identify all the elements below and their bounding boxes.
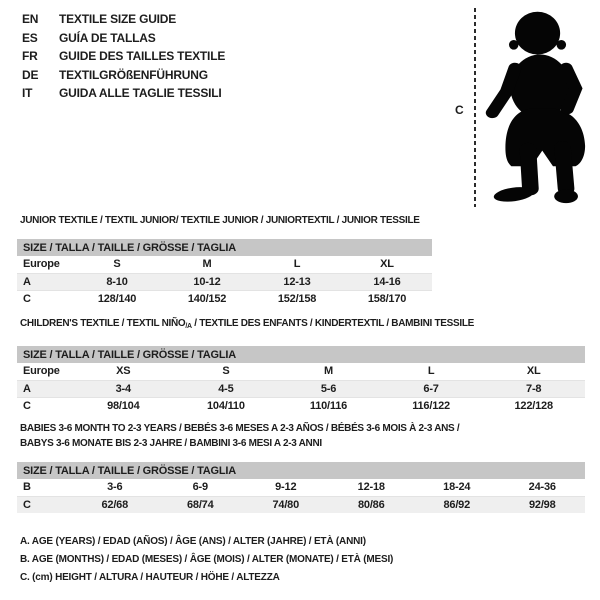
table-row bbox=[17, 363, 585, 380]
size-cell: 12-13 bbox=[283, 275, 311, 288]
row-label: A bbox=[23, 382, 31, 395]
size-header-bar: SIZE / TALLA / TAILLE / GRÖSSE / TAGLIA bbox=[17, 346, 585, 363]
height-measure-line bbox=[474, 8, 476, 207]
row-label: A bbox=[23, 275, 31, 288]
size-cell: 74/80 bbox=[272, 498, 300, 511]
toddler-silhouette-icon bbox=[484, 4, 597, 208]
row-label: C bbox=[23, 399, 31, 412]
junior-table-title: JUNIOR TEXTILE / TEXTIL JUNIOR/ TEXTILE JUNIOR / JUNIORTEXTIL / JUNIOR TESSILE bbox=[20, 215, 420, 226]
size-cell: 116/122 bbox=[412, 399, 450, 412]
size-cell: 12-18 bbox=[357, 481, 385, 494]
size-cell: 110/116 bbox=[309, 399, 348, 412]
language-title: TEXTILE SIZE GUIDE bbox=[59, 12, 177, 26]
size-header-bar: SIZE / TALLA / TAILLE / GRÖSSE / TAGLIA bbox=[17, 462, 585, 479]
table-row bbox=[17, 256, 432, 273]
junior-size-table bbox=[17, 239, 432, 307]
size-cell: 8-10 bbox=[106, 275, 128, 288]
language-code: EN bbox=[22, 12, 39, 26]
size-cell: XS bbox=[116, 365, 131, 378]
language-code: FR bbox=[22, 49, 38, 63]
table-row bbox=[17, 479, 585, 496]
size-cell: 62/68 bbox=[101, 498, 129, 511]
size-cell: 6-7 bbox=[423, 382, 439, 395]
size-cell: 7-8 bbox=[526, 382, 542, 395]
legend-notes bbox=[20, 533, 393, 587]
row-label: Europe bbox=[23, 365, 60, 378]
table-row bbox=[17, 397, 585, 414]
size-cell: 68/74 bbox=[186, 498, 214, 511]
size-cell: 14-16 bbox=[373, 275, 401, 288]
size-cell: 4-5 bbox=[218, 382, 234, 395]
size-cell: 140/152 bbox=[187, 292, 227, 305]
size-cell: 24-36 bbox=[528, 481, 556, 494]
row-label: C bbox=[23, 292, 31, 305]
children-table-title: CHILDREN'S TEXTILE / TEXTIL $NIÑO_{/A}$ / TEXTILE DES ENFANTS / KINDERTEXTIL / BAMBINI TESSILE bbox=[20, 318, 475, 330]
size-cell: 104/110 bbox=[207, 399, 245, 412]
children-size-table bbox=[17, 346, 585, 414]
language-title: TEXTILGRÖßENFÜHRUNG bbox=[59, 67, 208, 82]
size-cell: L bbox=[427, 365, 435, 378]
size-cell: 6-9 bbox=[192, 481, 208, 494]
table-row bbox=[17, 290, 432, 307]
size-cell: 80/86 bbox=[357, 498, 385, 511]
size-cell: M bbox=[202, 258, 212, 271]
size-cell: 152/158 bbox=[277, 292, 317, 305]
size-cell: 98/104 bbox=[107, 399, 140, 412]
size-cell: 86/92 bbox=[443, 498, 471, 511]
row-label: Europe bbox=[23, 258, 60, 271]
size-cell: S bbox=[222, 365, 230, 378]
size-cell: XL bbox=[526, 365, 541, 378]
language-code: IT bbox=[22, 86, 33, 100]
size-cell: 5-6 bbox=[320, 382, 337, 395]
size-cell: 10-12 bbox=[193, 275, 221, 288]
language-code: DE bbox=[22, 67, 39, 82]
size-cell: L bbox=[293, 258, 301, 271]
size-header-bar: SIZE / TALLA / TAILLE / GRÖSSE / TAGLIA bbox=[17, 239, 432, 256]
table-row bbox=[17, 496, 585, 513]
size-cell: 158/170 bbox=[367, 292, 407, 305]
size-cell: 92/98 bbox=[528, 498, 556, 511]
note-age-months: B. AGE (MONTHS) / EDAD (MESES) / ÂGE (MOIS) / ALTER (MONATE) / ETÀ (MESI) bbox=[20, 554, 394, 565]
row-label: C bbox=[23, 498, 31, 511]
babies-size-table bbox=[17, 462, 585, 513]
size-cell: 18-24 bbox=[443, 481, 471, 494]
height-measure-label: C bbox=[455, 103, 464, 117]
language-title: GUÍA DE TALLAS bbox=[59, 30, 156, 45]
size-cell: M bbox=[324, 365, 333, 378]
language-code: ES bbox=[22, 30, 38, 45]
note-age-years: A. AGE (YEARS) / EDAD (AÑOS) / ÂGE (ANS) / ALTER (JAHRE) / ETÀ (ANNI) bbox=[20, 536, 366, 547]
size-cell: 3-6 bbox=[107, 481, 123, 494]
size-cell: 122/128 bbox=[514, 399, 553, 412]
table-row bbox=[17, 380, 585, 397]
language-title: GUIDA ALLE TAGLIE TESSILI bbox=[59, 86, 222, 100]
size-cell: 128/140 bbox=[97, 292, 137, 305]
size-cell: 9-12 bbox=[275, 481, 297, 494]
size-cell: S bbox=[113, 258, 121, 271]
language-title: GUIDE DES TAILLES TEXTILE bbox=[59, 49, 226, 63]
note-height-cm: C. (cm) HEIGHT / ALTURA / HAUTEUR / HÖHE / ALTEZZA bbox=[20, 572, 280, 583]
language-title-list bbox=[22, 10, 225, 103]
table-row bbox=[17, 273, 432, 290]
size-cell: XL bbox=[380, 258, 394, 271]
babies-table-title: BABIES 3-6 MONTH TO 2-3 YEARS / BEBÉS 3-6 MESES A 2-3 AÑOS / BÉBÉS 3-6 MOIS À 2-3 ANS / BABYS 3-6 MONATE BIS 2-3 JAHRE / BAMBINI 3-6 MESI A 2-3 ANNI bbox=[20, 423, 460, 449]
size-cell: 3-4 bbox=[115, 382, 131, 395]
row-label: B bbox=[23, 481, 31, 494]
